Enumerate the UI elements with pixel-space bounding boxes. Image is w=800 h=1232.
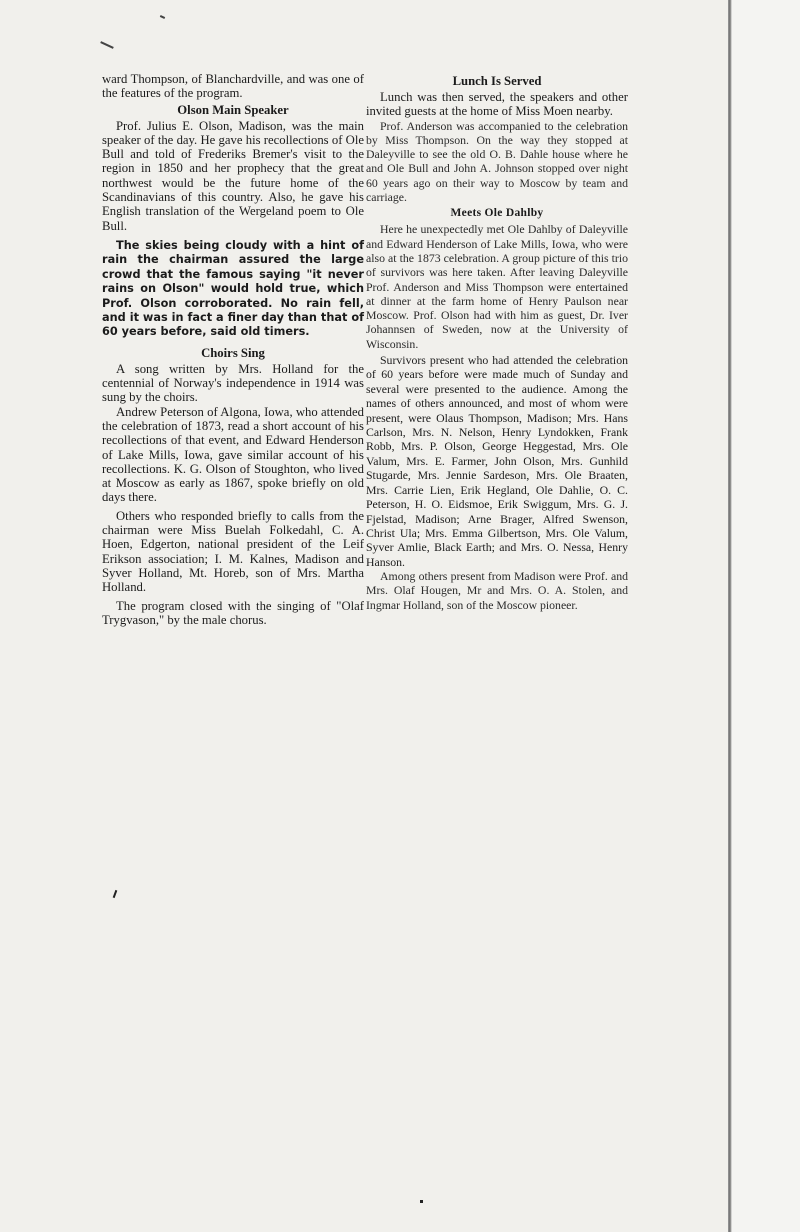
- page-edge-shadow: [728, 0, 800, 1232]
- scan-mark: [160, 15, 165, 19]
- paragraph-closing: The program closed with the singing of "Olaf Trygvason," by the male chorus.: [102, 598, 364, 627]
- paragraph-madison: Among others present from Madison were Prof. and Mrs. Olaf Hougen, Mr and Mrs. O. A. Stolen, and Ingmar Holland, son of the Moscow pioneer.: [366, 569, 628, 612]
- paragraph-survivors: Survivors present who had attended the celebration of 60 years before were made much of Sunday and several were presented to the audience. Among the names of others announced, and most of whom were present, were Olaus Thompson, Madison; Mrs. Hans Carlson, Mrs. N. Nelson, Henry Lyndokken, Frank Robb, Mrs. P. Olson, George Heggestad, Mrs. Ole Valum, Mrs. E. Farmer, John Olson, Mrs. Gunhild Stugarde, Mrs. Jennie Sardeson, Mrs. Ole Braaten, Mrs. Carrie Lien, Erik Hegland, Ole Dahlie, O. C. Peterson, H. O. Eidsmoe, Erik Swiggum, Mrs. G. J. Fjelstad, Madison; Arne Brager, Alfred Swenson, Christ Ula; Mrs. Emma Gilbertson, Mrs. Ole Valum, Syver Amlie, Black Earth; and Mrs. O. Nessa, Henry Hanson.: [366, 353, 628, 569]
- paragraph-lunch: Lunch was then served, the speakers and other invited guests at the home of Miss Moen nearby.: [366, 90, 628, 119]
- scan-mark: [100, 41, 114, 49]
- paragraph-olson: Prof. Julius E. Olson, Madison, was the main speaker of the day. He gave his recollections of Ole Bull and told of Frederiks Bremer's visit to the region in 1850 and her prophecy that the great northwest would be the future home of the Scandinavians of this country. Also, he gave his English translation of the Wergeland poem to Ole Bull.: [102, 118, 364, 233]
- scan-speck: [113, 890, 118, 898]
- subheading-choirs: Choirs Sing: [201, 345, 265, 360]
- article-column-left: [102, 72, 364, 627]
- paragraph-anderson: Prof. Anderson was accompanied to the celebration by Miss Thompson. On the way they stopped at Daleyville to see the old O. B. Dahle house where he and Ole Bull and John A. Johnson stopped over night 60 years ago on their way to Moscow by team and carriage.: [366, 118, 628, 205]
- scan-speck: [420, 1200, 423, 1203]
- paragraph-song: A song written by Mrs. Holland for the centennial of Norway's independence in 1914 was sung by the choirs.: [102, 361, 364, 405]
- paragraph-skies: The skies being cloudy with a hint of rain the chairman assured the large crowd that the famous saying "it never rains on Olson" would hold true, which Prof. Olson corroborated. No rain fell, and it was in fact a finer day than that of 60 years before, said old timers.: [102, 238, 364, 339]
- paragraph-others: Others who responded briefly to calls from the chairman were Miss Buelah Folkedahl, C. A. Hoen, Edgerton, national president of the Leif Erikson association; I. M. Kalnes, Madison and Syver Holland, Mt. Horeb, son of Mrs. Martha Holland.: [102, 508, 364, 595]
- article-column-right: [366, 72, 628, 612]
- paragraph-peterson: Andrew Peterson of Algona, Iowa, who attended the celebration of 1873, read a short account of his recollections of that event, and Edward Henderson of Lake Mills, Iowa, gave similar account of his recollections. K. G. Olson of Stoughton, who lived at Moscow as early as 1867, spoke briefly on old days there.: [102, 404, 364, 505]
- subheading-dahlby: Meets Ole Dahlby: [450, 207, 544, 220]
- subheading-lunch: Lunch Is Served: [452, 74, 542, 88]
- subheading-olson: Olson Main Speaker: [177, 102, 289, 117]
- intro-paragraph: ward Thompson, of Blanchardville, and was one of the features of the program.: [102, 72, 364, 101]
- paragraph-dahlby: Here he unexpectedly met Ole Dahlby of Daleyville and Edward Henderson of Lake Mills, Iowa, who were also at the 1873 celebration. A group picture of this trio of survivors was here taken. After leaving Daleyville Prof. Anderson and Miss Thompson were entertained at dinner at the farm home of Henry Paulson near Moscow. Prof. Olson had with him as guest, Dr. Iver Johannsen of Sweden, now at the University of Wisconsin.: [366, 222, 628, 351]
